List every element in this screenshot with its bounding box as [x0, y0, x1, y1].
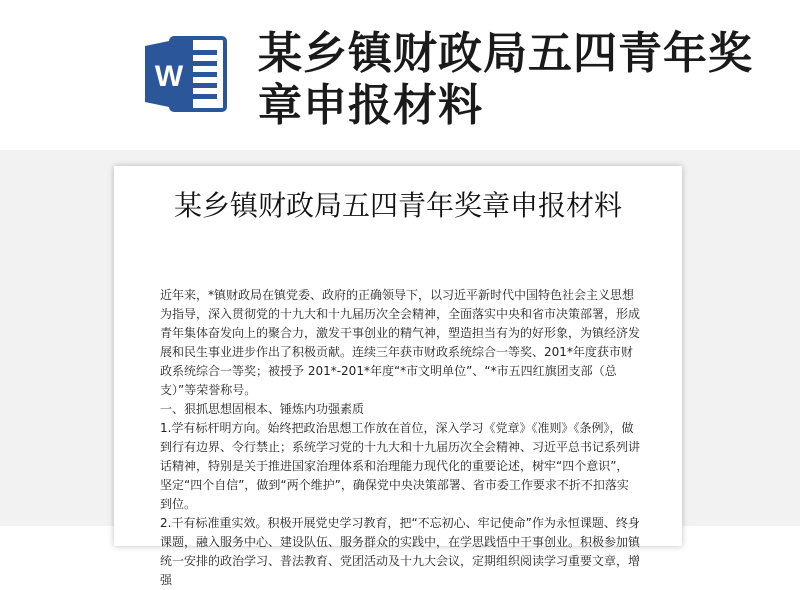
word-document-icon: [143, 34, 229, 114]
document-page: [114, 166, 682, 587]
document-title: 某乡镇财政局五四青年奖章申报材料: [173, 189, 622, 222]
paragraph: 2.干有标准重实效。积极开展党史学习教育，把“不忘初心、牢记使命”作为永恒课题、终身课题，融入服务中心、建设队伍、服务群众的实践中，在学思践悟中干事创业。积极参加镇统一安排的政治学习、普法教育、党团活动及十九大会议，定期组织阅读学习重要文章，增强: [160, 516, 641, 587]
paragraph: 近年来，*镇财政局在镇党委、政府的正确领导下，以习近平新时代中国特色社会主义思想为指导，深入贯彻党的十九大和十九届历次全会精神，全面落实中央和省市决策部署，形成青年集体奋发向上的聚合力，激发干事创业的精气神，塑造担当有为的好形象，为镇经济发展和民生事业进步作出了积极贡献。连续三年获市财政系统综合一等奖、201*年度获市财政系统综合一等奖；被授予 201*-201*年度“*市文明单位”、“*市五四红旗团支部（总支）”等荣誉称号。: [160, 288, 641, 397]
svg-text:W: W: [154, 60, 184, 93]
section-heading: 一、狠抓思想固根本、锤炼内功强素质: [160, 402, 365, 416]
paragraph: 1.学有标杆明方向。始终把政治思想工作放在首位，深入学习《党章》《准则》《条例》，做到行有边界、令行禁止；系统学习党的十九大和十九届历次全会精神、习近平总书记系列讲话精神，特别是关于推进国家治理体系和治理能力现代化的重要论述，树牢“四个意识”，坚定“四个自信”，做到“两个维护”，确保党中央决策部署、省市委工作要求不折不扣落实到位。: [160, 421, 641, 511]
header-banner: [0, 0, 800, 150]
document-body: [160, 286, 640, 590]
header-title: 某乡镇财政局五四青年奖章申报材料: [258, 28, 753, 131]
